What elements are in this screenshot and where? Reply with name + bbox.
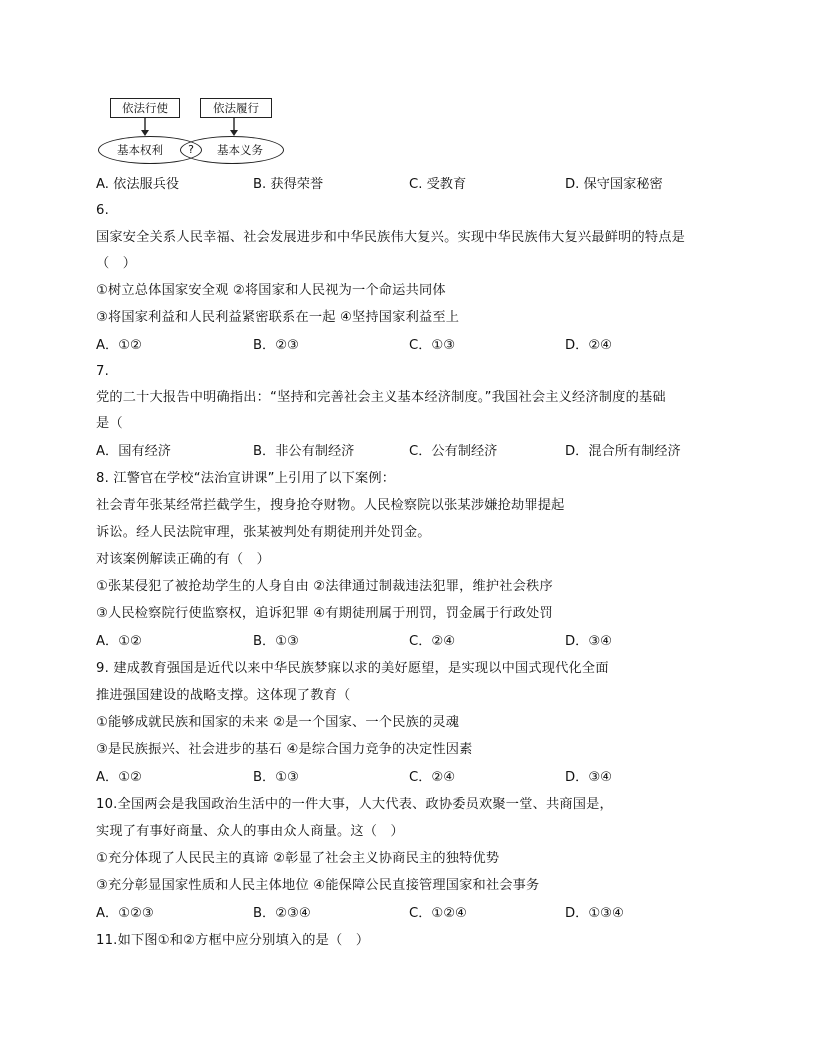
diagram-question-mark: ? xyxy=(188,143,194,156)
q10-stem-line1: 10.全国两会是我国政治生活中的一件大事，人大代表、政协委员欢聚一堂、共商国是， xyxy=(96,797,613,812)
q5-option-d: D. 保守国家秘密 xyxy=(565,177,663,192)
q7-option-d: D．混合所有制经济 xyxy=(565,444,681,459)
q10-option-d: D．①③④ xyxy=(565,906,624,921)
q8-stem-line1: 8. 江警官在学校“法治宣讲课”上引用了以下案例： xyxy=(96,471,396,486)
q7-number: 7. xyxy=(96,364,109,379)
q6-item-line1: ①树立总体国家安全观 ②将国家和人民视为一个命运共同体 xyxy=(96,283,446,298)
q5-option-c: C. 受教育 xyxy=(409,177,467,192)
q8-item-line2: ③人民检察院行使监察权，追诉犯罪 ④有期徒刑属于刑罚，罚金属于行政处罚 xyxy=(96,606,553,621)
q10-option-b: B．②③④ xyxy=(253,906,311,921)
q6-option-a: A．①② xyxy=(96,338,142,353)
q5-option-a: A. 依法服兵役 xyxy=(96,177,180,192)
q8-stem-line2: 社会青年张某经常拦截学生，搜身抢夺财物。人民检察院以张某涉嫌抢劫罪提起 xyxy=(96,498,565,513)
q8-item-line1: ①张某侵犯了被抢劫学生的人身自由 ②法律通过制裁违法犯罪，维护社会秩序 xyxy=(96,579,553,594)
q10-option-a: A．①②③ xyxy=(96,906,154,921)
q6-number: 6. xyxy=(96,203,109,218)
q8-option-c: C．②④ xyxy=(409,634,456,649)
q8-stem-line4: 对该案例解读正确的有（ ） xyxy=(96,552,271,567)
q9-option-d: D．③④ xyxy=(565,770,612,785)
diagram-ellipse-duties: 基本义务 xyxy=(180,136,284,164)
q9-option-b: B．①③ xyxy=(253,770,299,785)
q10-stem-line2: 实现了有事好商量、众人的事由众人商量。这（ ） xyxy=(96,824,404,839)
q7-stem-line1: 党的二十大报告中明确指出：“坚持和完善社会主义基本经济制度。”我国社会主义经济制度的基础 xyxy=(96,390,666,405)
q10-option-c: C．①②④ xyxy=(409,906,467,921)
q7-option-a: A．国有经济 xyxy=(96,444,171,459)
q8-option-a: A．①② xyxy=(96,634,142,649)
q9-item-line1: ①能够成就民族和国家的未来 ②是一个国家、一个民族的灵魂 xyxy=(96,715,460,730)
q7-option-b: B．非公有制经济 xyxy=(253,444,355,459)
q10-item-line2: ③充分彰显国家性质和人民主体地位 ④能保障公民直接管理国家和社会事务 xyxy=(96,878,540,893)
q6-stem-line2: （ ） xyxy=(96,256,137,271)
q5-option-b: B. 获得荣誉 xyxy=(253,177,324,192)
q6-option-b: B．②③ xyxy=(253,338,299,353)
q10-item-line1: ①充分体现了人民民主的真谛 ②彰显了社会主义协商民主的独特优势 xyxy=(96,851,500,866)
diagram-box-exercise: 依法行使 xyxy=(110,98,180,118)
diagram-box-perform: 依法履行 xyxy=(200,98,272,118)
q6-option-d: D．②④ xyxy=(565,338,612,353)
q7-option-c: C．公有制经济 xyxy=(409,444,498,459)
q6-stem-line1: 国家安全关系人民幸福、社会发展进步和中华民族伟大复兴。实现中华民族伟大复兴最鲜明的特点是 xyxy=(96,230,686,245)
diagram-ellipse-rights: 基本权利 xyxy=(98,136,202,164)
rights-duties-diagram xyxy=(96,92,296,172)
q7-stem-line2: 是（ xyxy=(96,416,123,431)
q9-item-line2: ③是民族振兴、社会进步的基石 ④是综合国力竞争的决定性因素 xyxy=(96,742,473,757)
q9-option-c: C．②④ xyxy=(409,770,456,785)
q9-stem-line1: 9. 建成教育强国是近代以来中华民族梦寐以求的美好愿望，是实现以中国式现代化全面 xyxy=(96,661,609,676)
q9-stem-line2: 推进强国建设的战略支撑。这体现了教育（ xyxy=(96,688,351,703)
q8-stem-line3: 诉讼。经人民法院审理，张某被判处有期徒刑并处罚金。 xyxy=(96,525,431,540)
q6-item-line2: ③将国家利益和人民利益紧密联系在一起 ④坚持国家利益至上 xyxy=(96,310,460,325)
q11-stem-line1: 11.如下图①和②方框中应分别填入的是（ ） xyxy=(96,933,370,948)
q6-option-c: C．①③ xyxy=(409,338,456,353)
q8-option-d: D．③④ xyxy=(565,634,612,649)
q9-option-a: A．①② xyxy=(96,770,142,785)
q8-option-b: B．①③ xyxy=(253,634,299,649)
